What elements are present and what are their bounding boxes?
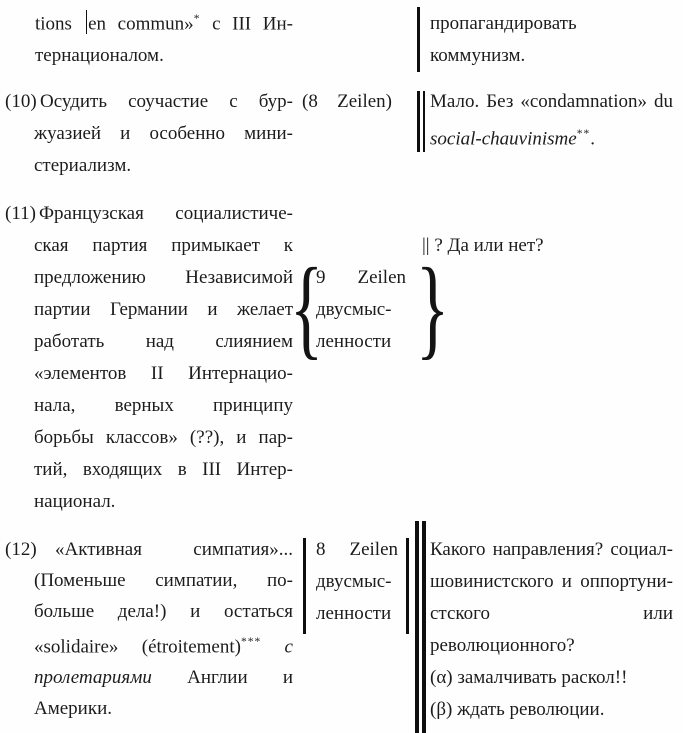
note-line: ленности <box>316 603 392 624</box>
note-line: (β) ждать революции. <box>430 699 605 720</box>
note-line: ленности <box>316 331 392 352</box>
double-margin-bar-icon <box>423 91 425 152</box>
text-line: Америки. <box>34 698 112 720</box>
text-line: национал. <box>34 491 116 512</box>
note-line: двусмыс- <box>316 571 392 592</box>
text-line: пролетариями Англии и <box>34 667 293 689</box>
zeilen-note-12 <box>316 534 398 630</box>
thick-double-margin-bar-icon <box>422 521 426 733</box>
zeilen-count-10: (8 Zeilen) <box>302 91 392 112</box>
note-line: 8 Zeilen <box>316 539 398 560</box>
text-line: стериализм. <box>34 155 132 176</box>
text-line: жуазией и особенно мини- <box>34 123 293 144</box>
text-line: тернационалом. <box>35 45 164 67</box>
note-line: шовинистского и оппортуни- <box>430 571 673 592</box>
note-line: двусмыс- <box>316 299 392 320</box>
text-line: работать над слиянием <box>34 331 293 352</box>
note-line: пропагандировать <box>430 13 577 34</box>
brace-right-icon: } <box>415 246 450 370</box>
text-line: нала, верных принципу <box>34 395 293 416</box>
text-line: Осудить соучастие с бур- <box>40 91 293 112</box>
margin-bar-icon <box>417 7 420 72</box>
item-number-10: (10) <box>5 91 37 112</box>
text-line: борьбы классов» (??), и пар- <box>34 427 293 448</box>
text-line: Французская социалистиче- <box>39 203 293 224</box>
brace-left-icon: { <box>289 246 324 370</box>
note-line: коммунизм. <box>430 45 526 66</box>
footnote-asterisk: *** <box>240 636 262 648</box>
text-line: партии Германии и желает <box>34 299 293 320</box>
double-margin-bar-icon <box>417 91 420 152</box>
marginal-note-10 <box>430 86 673 155</box>
zeilen-note-11 <box>316 262 406 358</box>
item-number-12: (12) <box>5 539 37 560</box>
marginal-note-12 <box>430 534 673 726</box>
note-line: Какого направления? социал- <box>430 539 673 560</box>
note-line: 9 Zeilen <box>316 267 406 288</box>
text-line: tions en commun»* с III Ин- <box>35 3 293 40</box>
text-line: «Активная симпатия»... <box>55 539 293 560</box>
note-line: стского или революционного? <box>430 603 673 656</box>
text-line: тий, входящих в III Интер- <box>34 459 293 480</box>
text-line: больше дела!) и остаться <box>34 601 293 622</box>
note-line: social-chauvinisme**. <box>430 128 595 150</box>
footnote-asterisk: * <box>193 13 201 25</box>
paragraph-9-fragment <box>35 3 293 72</box>
note-line: Мало. Без «condamnation» du <box>430 91 673 112</box>
paragraph-11 <box>34 198 293 518</box>
paragraph-12 <box>34 534 293 724</box>
marginal-note-top <box>430 8 673 72</box>
margin-bar-icon <box>303 538 306 634</box>
insertion-mark-icon <box>86 10 88 34</box>
footnote-asterisk: ** <box>576 128 591 140</box>
text-line: «элементов II Интернацио- <box>34 363 293 384</box>
note-line: (α) замалчивать раскол!! <box>430 667 628 688</box>
text-line: «solidaire» (étroitement)*** с <box>34 636 293 658</box>
text-line: ская партия примыкает к <box>34 235 293 256</box>
marginal-note-11: || ? Да или нет? <box>422 235 544 256</box>
item-number-11: (11) <box>5 203 36 224</box>
margin-bar-icon <box>406 538 409 634</box>
thick-double-margin-bar-icon <box>415 521 419 733</box>
text-line: (Поменьше симпатии, по- <box>34 570 293 591</box>
paragraph-10 <box>34 86 293 182</box>
text-line: предложению Независимой <box>34 267 293 288</box>
